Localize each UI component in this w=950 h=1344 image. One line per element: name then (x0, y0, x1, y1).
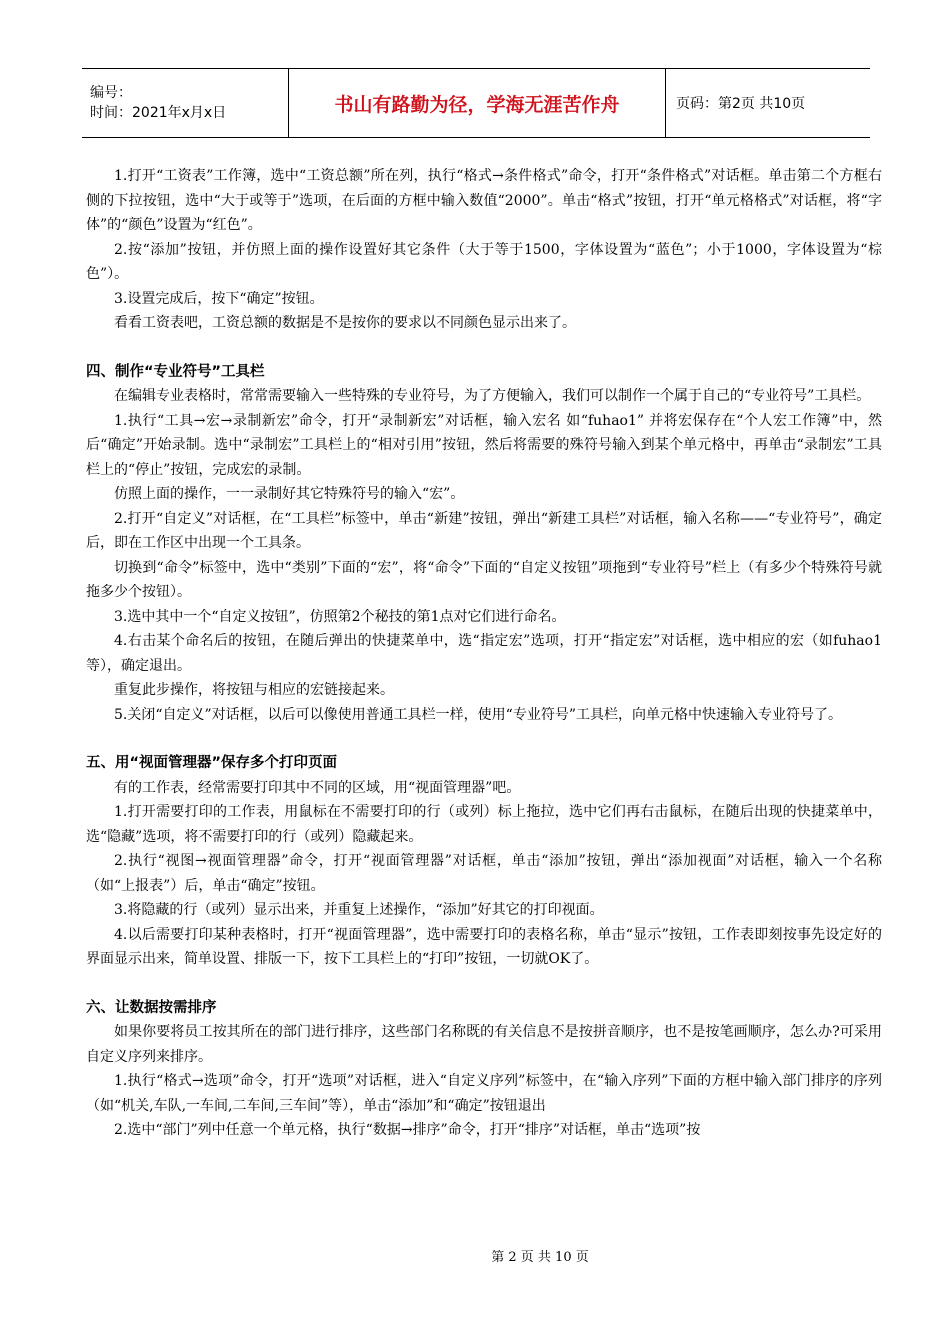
header-meta (82, 69, 289, 137)
paragraph: 如果你要将员工按其所在的部门进行排序，这些部门名称既的有关信息不是按拼音顺序，也不是按笔画顺序，怎么办?可采用自定义序列来排序。 (86, 1024, 882, 1065)
paragraph: 1.执行“格式→选项”命令，打开“选项”对话框，进入“自定义序列”标签中，在“输入序列”下面的方框中输入部门排序的序列（如“机关,车队,一车间,二车间,三车间”等），单击“添加”和“确定”按钮退出 (86, 1073, 882, 1114)
paragraph: 2.执行“视图→视面管理器”命令，打开“视面管理器”对话框，单击“添加”按钮，弹出“添加视面”对话框，输入一个名称（如“上报表”）后，单击“确定”按钮。 (86, 853, 882, 894)
paragraph: 1.打开“工资表”工作簿，选中“工资总额”所在列，执行“格式→条件格式”命令，打开“条件格式”对话框。单击第二个方框右侧的下拉按钮，选中“大于或等于”选项，在后面的方框中输入数值“2000”。单击“格式”按钮，打开“单元格格式”对话框，将“字体”的“颜色”设置为“红色”。 (86, 168, 882, 233)
paragraph: 3.选中其中一个“自定义按钮”，仿照第2个秘技的第1点对它们进行命名。 (114, 608, 566, 625)
paragraph: 4.右击某个命名后的按钮，在随后弹出的快捷菜单中，选“指定宏”选项，打开“指定宏”对话框，选中相应的宏（如fuhao1等），确定退出。 (86, 633, 882, 674)
paragraph: 有的工作表，经常需要打印其中不同的区域，用“视面管理器”吧。 (114, 779, 521, 796)
paragraph: 2.打开“自定义”对话框，在“工具栏”标签中，单击“新建”按钮，弹出“新建工具栏”对话框，输入名称——“专业符号”，确定后，即在工作区中出现一个工具条。 (86, 510, 882, 551)
number-label: 编号： (90, 85, 132, 101)
paragraph: 仿照上面的操作，一一录制好其它特殊符号的输入“宏”。 (114, 486, 465, 502)
section-heading: 四、制作“专业符号”工具栏 (86, 363, 265, 380)
paragraph: 4.以后需要打印某种表格时，打开“视面管理器”，选中需要打印的表格名称，单击“显示”按钮，工作表即刻按事先设定好的界面显示出来，简单设置、排版一下，按下工具栏上的“打印”按钮，一切就OK了。 (86, 926, 882, 967)
paragraph: 3.设置完成后，按下“确定”按钮。 (114, 290, 324, 307)
paragraph: 5.关闭“自定义”对话框，以后可以像使用普通工具栏一样，使用“专业符号”工具栏，向单元格中快速输入专业符号了。 (114, 706, 842, 723)
paragraph: 切换到“命令”标签中，选中“类别”下面的“宏”，将“命令”下面的“自定义按钮”项拖到“专业符号”栏上（有多少个特殊符号就拖多少个按钮）。 (86, 559, 882, 600)
paragraph: 1.打开需要打印的工作表，用鼠标在不需要打印的行（或列）标上拖拉，选中它们再右击鼠标，在随后出现的快捷菜单中，选“隐藏”选项，将不需要打印的行（或列）隐藏起来。 (86, 804, 882, 845)
section-heading: 六、让数据按需排序 (86, 999, 217, 1016)
paragraph: 3.将隐藏的行（或列）显示出来，并重复上述操作，“添加”好其它的打印视面。 (114, 902, 604, 918)
section-heading: 五、用“视面管理器”保存多个打印页面 (86, 755, 338, 771)
header-page (666, 69, 870, 137)
header-motto (289, 69, 666, 137)
paragraph: 2.按“添加”按钮，并仿照上面的操作设置好其它条件（大于等于1500，字体设置为“蓝色”；小于1000，字体设置为“棕色”）。 (86, 241, 882, 282)
paragraph: 看看工资表吧，工资总额的数据是不是按你的要求以不同颜色显示出来了。 (114, 315, 576, 331)
paragraph: 1.执行“工具→宏→录制新宏”命令，打开“录制新宏”对话框，输入宏名 如“fuhao1” 并将宏保存在“个人宏工作簿”中，然后“确定”开始录制。选中“录制宏”工具栏上的“相对引用”按钮，然后将需要的殊符号输入到某个单元格中，再单击“录制宏”工具栏上的“停止”按钮，完成宏的录制。 (86, 412, 882, 478)
paragraph: 在编辑专业表格时，常常需要输入一些特殊的专业符号，为了方便输入，我们可以制作一个属于自己的“专业符号”工具栏。 (114, 388, 871, 404)
paragraph: 重复此步操作，将按钮与相应的宏链接起来。 (114, 682, 394, 698)
time-label: 时间：2021年x月x日 (90, 105, 227, 121)
document-body (86, 164, 882, 1143)
paragraph: 2.选中“部门”列中任意一个单元格，执行“数据→排序”命令，打开“排序”对话框，单击“选项”按 (114, 1122, 701, 1138)
page-header (82, 68, 870, 138)
page-label: 页码：第2页 共10页 (676, 96, 806, 112)
motto-text: 书山有路勤为径，学海无涯苦作舟 (334, 93, 620, 116)
page-footer (0, 1246, 950, 1265)
footer-page-number: 第 2 页 共 10 页 (491, 1250, 589, 1265)
